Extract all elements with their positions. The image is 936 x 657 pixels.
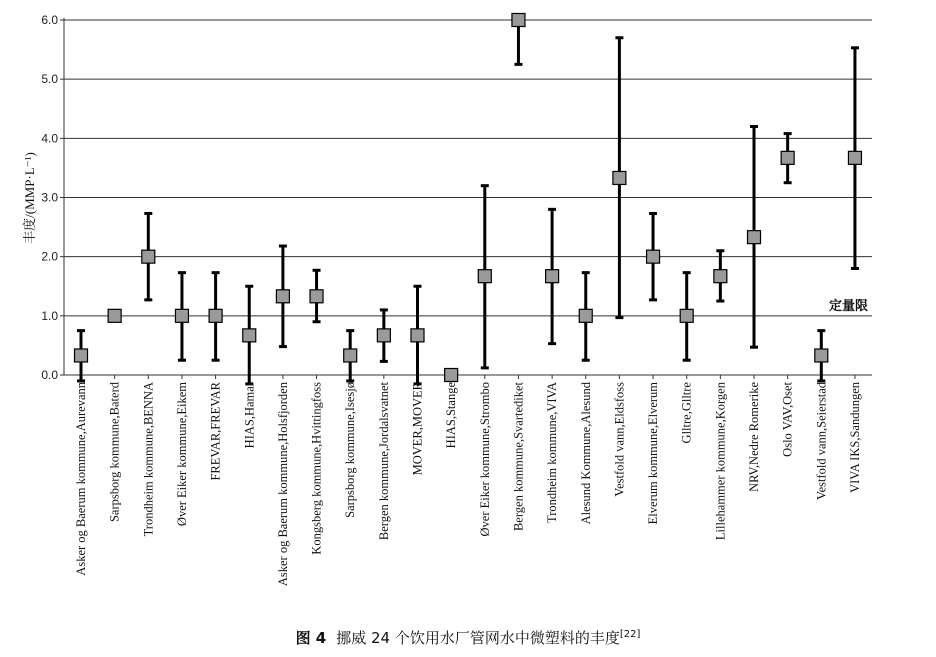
y-tick-label: 3.0 — [41, 190, 58, 205]
data-point — [209, 309, 222, 322]
category-label: VIVA IKS,Sandungen — [847, 382, 862, 493]
y-tick-label: 4.0 — [41, 131, 58, 146]
error-bars — [77, 20, 859, 384]
data-point — [546, 270, 559, 283]
data-point — [411, 329, 424, 342]
y-tick-label: 5.0 — [41, 72, 58, 87]
category-label: Vestfold vann,Seierstad — [814, 382, 829, 501]
category-label: Lillehammer kommune,Korgen — [713, 382, 728, 541]
data-point — [579, 309, 592, 322]
category-label: Øver Eiker kommune,Eikem — [174, 382, 189, 527]
category-label: Sarpsborg kommune,Baterd — [107, 382, 122, 523]
category-label: HIAS,Hamar — [242, 382, 257, 449]
data-point — [647, 250, 660, 263]
category-label: Bergen kommune,Svartediket — [511, 382, 526, 532]
category-label: Kongsberg kommune,Hvittingfoss — [309, 382, 324, 555]
data-point — [781, 151, 794, 164]
category-label: Bergen kommune,Jordalsvatnet — [376, 382, 391, 541]
data-point — [377, 329, 390, 342]
category-label: Asker og Baerum kommune,Aurevann — [74, 382, 88, 576]
category-label: MOVER,MOVER — [410, 382, 425, 476]
category-labels — [74, 381, 862, 586]
data-point — [344, 349, 357, 362]
category-label: FREVAR,FREVAR — [208, 382, 223, 481]
data-point — [613, 171, 626, 184]
category-label: Asker og Baerum kommune,Holsfjorden — [275, 382, 290, 587]
data-point — [478, 270, 491, 283]
data-point — [243, 329, 256, 342]
data-point — [276, 290, 289, 303]
y-axis-label: 丰度/(MMP·L⁻¹) — [22, 152, 37, 244]
data-point — [175, 309, 188, 322]
reference-line-label: 定量限 — [828, 298, 868, 313]
data-point — [108, 309, 121, 322]
data-point — [75, 349, 88, 362]
figure-title: 挪威 24 个饮用水厂管网水中微塑料的丰度 — [336, 629, 620, 647]
y-tick-label: 2.0 — [41, 249, 58, 264]
data-point — [815, 349, 828, 362]
data-point — [142, 250, 155, 263]
figure-number: 图 4 — [295, 629, 327, 647]
category-label: NRV,Nedre Romerike — [747, 382, 761, 492]
category-label: Trondheim kommune,BENNA — [141, 382, 156, 537]
category-label: Alesund Kommune,Alesund — [578, 382, 593, 525]
category-label: Trondheim kommune,VIVA — [545, 382, 560, 523]
y-tick-label: 1.0 — [41, 308, 58, 323]
category-label: Elverum kommune,Elverum — [646, 382, 661, 525]
category-label: Sarpsborg kommune,Isesjø — [343, 382, 358, 518]
data-point — [848, 151, 861, 164]
figure-reference: [22] — [619, 629, 641, 640]
data-point — [680, 309, 693, 322]
data-point — [310, 290, 323, 303]
category-label: HIAS,Stange — [444, 382, 459, 449]
y-tick-label: 6.0 — [41, 13, 58, 27]
category-label: Glltre,Glltre — [679, 382, 694, 444]
figure-caption — [0, 627, 936, 648]
category-label: Øver Eiker kommune,Strombo — [477, 382, 492, 537]
y-tick-label: 0.0 — [41, 368, 58, 382]
data-point — [714, 270, 727, 283]
y-tick-labels — [41, 13, 58, 382]
data-point — [748, 231, 761, 244]
data-point — [512, 14, 525, 27]
data-point — [445, 369, 458, 382]
category-label: Vestfold vann,Eldsfoss — [612, 382, 627, 497]
category-label: Oslo VAV,Oset — [780, 382, 795, 457]
